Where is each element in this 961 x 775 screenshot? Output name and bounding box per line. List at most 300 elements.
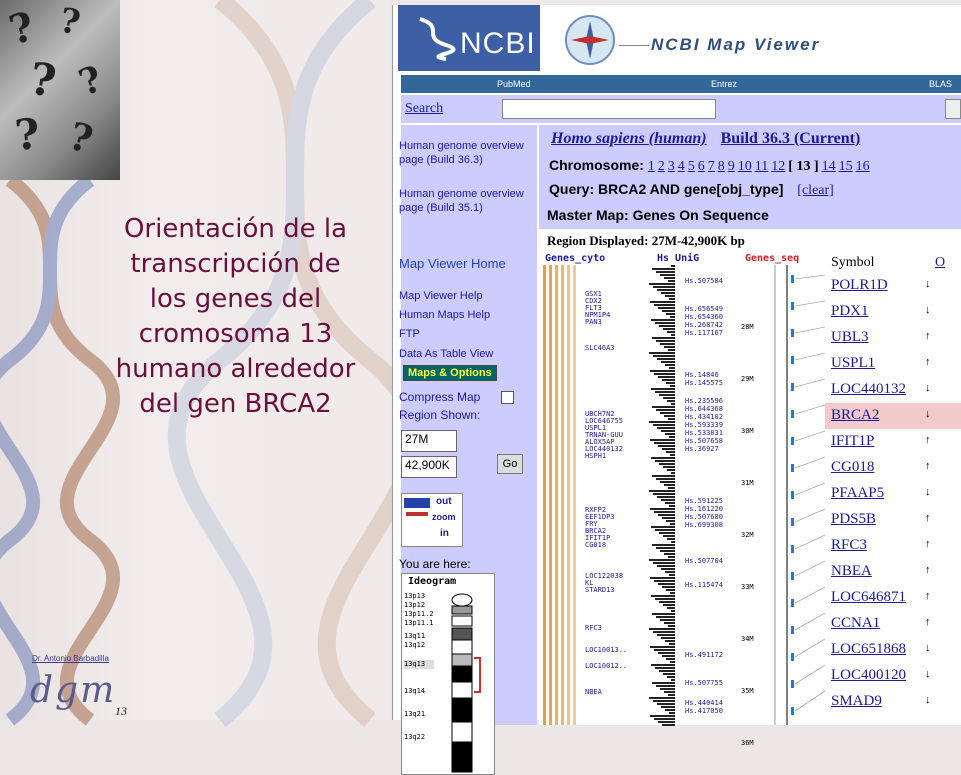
sidebar-link-human-maps-help[interactable]: Human Maps Help [399, 309, 491, 321]
unigene-label[interactable]: Hs.507680 [685, 513, 723, 521]
unigene-histogram-bar [655, 322, 675, 324]
unigene-histogram-bar [658, 376, 675, 378]
leader-line [795, 665, 825, 684]
unigene-histogram-bar [660, 619, 675, 621]
band-label: 13p11.1 [404, 619, 434, 627]
chromosome-links [648, 157, 873, 173]
col-hs-unigene[interactable]: Hs UniG [657, 253, 700, 264]
unigene-histogram-bar [652, 268, 675, 270]
unigene-histogram-bar [650, 715, 675, 717]
unigene-histogram-bar [660, 688, 675, 690]
ruler-tick-label: 35M [741, 687, 754, 695]
symbol-row [825, 351, 961, 377]
ncbi-logo-text: NCBI [460, 27, 536, 60]
cyto-band-bar [561, 265, 564, 725]
orientation-arrow-icon: ↓ [925, 642, 931, 654]
unigene-histogram-bar [656, 478, 675, 480]
gene-symbol-link[interactable]: PDX1 [831, 303, 869, 319]
unigene-label[interactable]: Hs.644368 [685, 405, 723, 413]
unigene-label[interactable]: Hs.117167 [685, 329, 723, 337]
symbol-row [825, 403, 961, 429]
leader-line [795, 561, 825, 576]
chromosome-link[interactable]: 14 [821, 159, 836, 174]
chromosome-link[interactable]: 16 [855, 159, 870, 174]
chromosome-link[interactable]: 2 [657, 159, 665, 174]
leader-line [795, 275, 825, 279]
unigene-histogram-bar [658, 514, 675, 516]
gene-symbol-link[interactable]: PDS5B [831, 511, 877, 527]
zoom-bar-icon [404, 498, 430, 508]
unigene-histogram-bar [652, 544, 675, 546]
gene-symbol-link[interactable]: CCNA1 [831, 615, 881, 631]
leader-line [795, 613, 825, 630]
unigene-histogram-bar [656, 547, 675, 549]
leader-line [795, 431, 825, 441]
chromosome-link[interactable]: 6 [697, 159, 705, 174]
zoom-widget[interactable] [401, 493, 463, 547]
cyto-band-bar [567, 265, 570, 725]
chromosome-link[interactable]: 4 [677, 159, 685, 174]
col-genes-seq[interactable]: Genes_seq [745, 253, 800, 264]
gene-symbol-link[interactable]: PFAAP5 [831, 485, 885, 501]
orientation-arrow-icon: ↓ [925, 486, 931, 498]
unigene-histogram-bar [659, 394, 675, 396]
orientation-arrow-icon: ↓ [925, 408, 931, 420]
zoom-in-link[interactable]: in [440, 528, 449, 539]
gene-symbol-link[interactable]: BRCA2 [831, 407, 880, 423]
seq-gene-mark [791, 329, 794, 337]
unigene-histogram-bar [665, 433, 675, 435]
unigene-histogram-bar [650, 301, 675, 303]
unigene-histogram-bar [663, 466, 675, 468]
cyto-gene-label[interactable]: NPM1P4 [585, 311, 611, 319]
unigene-histogram-bar [669, 712, 675, 714]
cyto-gene-label[interactable]: SLC46A3 [585, 344, 615, 352]
search-link[interactable]: Search [405, 101, 444, 116]
gene-symbol-link[interactable]: CG018 [831, 459, 875, 475]
slide-title [88, 212, 383, 422]
seq-gene-mark [791, 707, 794, 715]
title-line: Orientación de la [123, 214, 348, 244]
unigene-histogram-bar [663, 673, 675, 675]
unigene-histogram-bar [667, 400, 675, 402]
unigene-histogram-bar [666, 520, 675, 522]
gene-symbol-link[interactable]: SMAD9 [831, 693, 882, 709]
symbol-row [825, 611, 961, 637]
unigene-histogram-bar [658, 583, 675, 585]
unigene-histogram-bar [650, 646, 675, 648]
chromosome-ideogram [448, 592, 488, 772]
unigene-histogram-bar [665, 295, 675, 297]
unigene-histogram-bar [653, 355, 675, 357]
unigene-histogram-bar [669, 643, 675, 645]
search-button[interactable] [945, 99, 961, 119]
orientation-arrow-icon: ↓ [925, 278, 931, 290]
main-header [539, 125, 961, 203]
unigene-histogram-bar [657, 634, 675, 636]
unigene-histogram-bar [649, 283, 675, 285]
unigene-histogram-bar [669, 367, 675, 369]
cyto-gene-label[interactable]: GSX1 [585, 290, 602, 298]
leader-line [795, 587, 825, 603]
unigene-histogram-bar [652, 475, 675, 477]
cyto-gene-label[interactable]: STARD13 [585, 586, 615, 594]
slide-number: 13 [115, 704, 127, 718]
title-line: humano alrededor [115, 354, 356, 384]
unigene-label[interactable]: Hs.654360 [685, 313, 723, 321]
orientation-arrow-icon: ↑ [925, 616, 931, 628]
unigene-histogram-bar [655, 598, 675, 600]
region-shown-label: Region Shown: [399, 408, 481, 422]
unigene-histogram-bar [671, 472, 675, 474]
unigene-histogram-bar [661, 568, 675, 570]
unigene-label[interactable]: Hs.161220 [685, 505, 723, 513]
unigene-histogram-bar [652, 682, 675, 684]
unigene-histogram-bar [653, 562, 675, 564]
orientation-arrow-icon: ↑ [925, 564, 931, 576]
gene-symbol-link[interactable]: UBL3 [831, 329, 869, 345]
unigene-histogram-bar [654, 373, 675, 375]
query-text: Query: BRCA2 AND gene[obj_type] [549, 181, 784, 197]
band-label: 13q11 [404, 632, 426, 640]
unigene-histogram-bar [665, 709, 675, 711]
unigene-histogram-bar [661, 292, 675, 294]
seq-gene-mark [791, 653, 794, 661]
gene-symbol-link[interactable]: LOC646871 [831, 589, 906, 605]
region-from-input[interactable]: 27M [401, 430, 457, 452]
maps-options-button[interactable]: Maps & Options [403, 365, 497, 381]
orientation-arrow-icon: ↓ [925, 694, 931, 706]
symbol-header: Symbol [831, 255, 875, 270]
unigene-histogram-bar [668, 556, 675, 558]
orientation-arrow-icon: ↓ [925, 668, 931, 680]
unigene-label[interactable]: Hs.491172 [685, 651, 723, 659]
cyto-gene-label[interactable]: HSPH1 [585, 452, 607, 460]
go-button[interactable]: Go [497, 454, 523, 474]
leader-line [795, 483, 825, 495]
symbol-row [825, 455, 961, 481]
unigene-histogram-bar [665, 571, 675, 573]
chromosome-link[interactable]: 1 [647, 159, 655, 174]
chromosome-link[interactable]: 8 [717, 159, 725, 174]
unigene-histogram-bar [671, 541, 675, 543]
ruler-tick-label: 32M [741, 531, 754, 539]
unigene-label[interactable]: Hs.593339 [685, 421, 723, 429]
leader-line [795, 691, 825, 711]
chromosome-link[interactable]: 3 [667, 159, 675, 174]
unigene-histogram-bar [650, 370, 675, 372]
unigene-label[interactable]: Hs.417050 [685, 707, 723, 715]
unigene-histogram-bar [664, 346, 675, 348]
chromosome-link[interactable]: 11 [754, 159, 769, 174]
band-label: 13q14 [404, 687, 426, 695]
sidebar-link-build-36[interactable]: Human genome overview page (Build 36.3) [399, 140, 524, 166]
cyto-gene-label[interactable]: NBEA [585, 688, 602, 696]
ncbi-navbar [401, 75, 961, 93]
unigene-histogram-bar [667, 607, 675, 609]
gene-symbol-link[interactable]: RFC3 [831, 537, 867, 553]
band-label-current: 13q13 [404, 660, 434, 669]
unigene-label[interactable]: Hs.14846 [685, 371, 719, 379]
cyto-band-bar [555, 265, 558, 725]
unigene-histogram-bar [654, 649, 675, 651]
chromosome-link[interactable]: 12 [771, 159, 786, 174]
unigene-histogram-bar [660, 412, 675, 414]
unigene-histogram-bar [658, 721, 675, 723]
unigene-label[interactable]: Hs.507584 [685, 277, 723, 285]
cyto-gene-label[interactable]: USPL1 [585, 424, 607, 432]
unigene-label[interactable]: Hs.235596 [685, 397, 723, 405]
ruler-tick-label: 36M [741, 739, 754, 747]
unigene-histogram-bar [670, 661, 675, 663]
unigene-histogram-bar [653, 424, 675, 426]
symbol-row [825, 663, 961, 689]
gene-symbol-link[interactable]: LOC651868 [831, 641, 906, 657]
unigene-histogram-bar [660, 550, 675, 552]
unigene-histogram-bar [669, 574, 675, 576]
unigene-histogram-bar [662, 517, 675, 519]
you-are-here-label: You are here: [399, 557, 471, 571]
cyto-gene-label[interactable]: LOC10013.. [585, 646, 628, 654]
build-link[interactable]: Build 36.3 (Current) [720, 130, 861, 147]
unigene-histogram-bar [655, 529, 675, 531]
unigene-histogram-bar [661, 706, 675, 708]
unigene-histogram-bar [670, 385, 675, 387]
unigene-histogram-bar [654, 511, 675, 513]
cyto-gene-label[interactable]: FLT3 [585, 304, 602, 312]
cyto-gene-label[interactable]: LOC10012.. [585, 662, 628, 670]
cyto-gene-label[interactable]: RXFP2 [585, 506, 607, 514]
unigene-label[interactable]: Hs.656549 [685, 305, 723, 313]
search-input[interactable] [502, 99, 716, 119]
unigene-histogram-bar [664, 622, 675, 624]
unigene-histogram-bar [651, 664, 675, 666]
gene-symbol-link[interactable]: IFIT1P [831, 433, 875, 449]
cyto-gene-label[interactable]: BRCA2 [585, 527, 607, 535]
unigene-histogram-bar [657, 427, 675, 429]
chromosome-link[interactable]: 7 [707, 159, 715, 174]
orientation-arrow-icon: ↑ [925, 330, 931, 342]
cyto-gene-label[interactable]: KL [585, 579, 594, 587]
unigene-histogram-bar [662, 655, 675, 657]
chromosome-link[interactable]: 10 [737, 159, 752, 174]
gene-symbol-link[interactable]: LOC440132 [831, 381, 906, 397]
orientation-header[interactable]: O [935, 255, 946, 270]
seq-gene-mark [791, 464, 794, 472]
cyto-gene-label[interactable]: CDX2 [585, 297, 602, 305]
query-line [549, 181, 834, 199]
gene-symbol-link[interactable]: USPL1 [831, 355, 876, 371]
unigene-label[interactable]: Hs.36927 [685, 445, 719, 453]
ideogram-bands [404, 592, 434, 742]
unigene-histogram-bar [669, 436, 675, 438]
cyto-gene-label[interactable]: PAN3 [585, 318, 602, 326]
unigene-histogram-bar [671, 265, 675, 267]
orientation-arrow-icon: ↓ [925, 382, 931, 394]
cyto-gene-label[interactable]: ALOX5AP [585, 438, 615, 446]
band-label: 13p12 [404, 601, 426, 609]
unigene-histogram-bar [667, 331, 675, 333]
sidebar-link-data-table[interactable]: Data As Table View [399, 348, 494, 360]
col-genes-cyto[interactable]: Genes_cyto [545, 253, 606, 264]
unigene-label[interactable]: Hs.699308 [685, 521, 723, 529]
unigene-histogram-bar [661, 361, 675, 363]
zoom-marker-icon [406, 512, 428, 516]
chromosome-link[interactable]: 5 [687, 159, 695, 174]
unigene-histogram-bar [657, 565, 675, 567]
unigene-histogram-bar [663, 397, 675, 399]
region-to-input[interactable]: 42,900K [401, 456, 457, 478]
unigene-histogram-bar [662, 448, 675, 450]
unigene-histogram-bar [666, 382, 675, 384]
seq-gene-mark [791, 437, 794, 445]
unigene-histogram-bar [658, 307, 675, 309]
unigene-histogram-bar [649, 490, 675, 492]
seq-gene-mark [791, 302, 794, 310]
unigene-histogram-bar [661, 637, 675, 639]
unigene-histogram-bar [667, 676, 675, 678]
seq-gene-mark [791, 680, 794, 688]
dna-logo-icon [416, 17, 450, 59]
unigene-label[interactable]: Hs.507658 [685, 437, 723, 445]
cyto-gene-label[interactable]: IFIT1P [585, 534, 611, 542]
unigene-label[interactable]: Hs.115474 [685, 581, 723, 589]
chromosome-link[interactable]: 15 [838, 159, 853, 174]
cyto-gene-label[interactable]: LOC440132 [585, 445, 623, 453]
leader-line [795, 509, 825, 522]
orientation-arrow-icon: ↑ [925, 434, 931, 446]
cyto-gene-label[interactable]: LOC646755 [585, 417, 623, 425]
gene-symbol-link[interactable]: POLR1D [831, 277, 888, 293]
unigene-histogram-bar [665, 502, 675, 504]
compass-icon [565, 15, 615, 65]
sidebar-link-map-viewer-home[interactable]: Map Viewer Home [399, 256, 506, 271]
unigene-histogram-bar [663, 328, 675, 330]
sidebar-link-map-viewer-help[interactable]: Map Viewer Help [399, 290, 483, 302]
main-panel [539, 125, 961, 747]
unigene-label[interactable]: Hs.507704 [685, 557, 723, 565]
ruler-tick-label: 34M [741, 635, 754, 643]
question-marks-photo: ? ? ? ? ? ? [0, 0, 120, 180]
unigene-histogram-bar [658, 652, 675, 654]
unigene-histogram-bar [671, 610, 675, 612]
clear-link[interactable]: [clear] [797, 183, 834, 198]
chromosome-label: Chromosome: [549, 157, 644, 173]
cyto-gene-label[interactable]: UBCH7N2 [585, 410, 615, 418]
seq-gene-mark [791, 383, 794, 391]
unigene-histogram-bar [660, 274, 675, 276]
cyto-gene-label[interactable]: FRY [585, 520, 598, 528]
unigene-label[interactable]: Hs.507755 [685, 679, 723, 687]
nav-pubmed[interactable]: PubMed [497, 79, 531, 89]
unigene-label[interactable]: Hs.268742 [685, 321, 723, 329]
orientation-arrow-icon: ↑ [925, 590, 931, 602]
sidebar-link-ftp[interactable]: FTP [399, 328, 420, 340]
compress-map-checkbox[interactable] [501, 391, 514, 404]
nav-entrez[interactable]: Entrez [711, 79, 738, 89]
unigene-histogram-bar [671, 403, 675, 405]
symbol-row [825, 273, 961, 299]
nav-blast[interactable]: BLAS [929, 79, 953, 89]
unigene-histogram-bar [668, 280, 675, 282]
unigene-label[interactable]: Hs.434102 [685, 413, 723, 421]
unigene-label[interactable]: Hs.591225 [685, 497, 723, 505]
orientation-arrow-icon: ↑ [925, 356, 931, 368]
unigene-histogram-bar [649, 559, 675, 561]
chromosome-selector [549, 157, 873, 175]
unigene-histogram-bar [665, 364, 675, 366]
leader-line [795, 353, 825, 360]
unigene-histogram-bar [664, 553, 675, 555]
unigene-histogram-bar [657, 289, 675, 291]
symbol-row [825, 689, 961, 715]
unigene-histogram-bar [659, 532, 675, 534]
zoom-label: zoom [432, 512, 456, 522]
unigene-label[interactable]: Hs.145575 [685, 379, 723, 387]
unigene-label[interactable]: Hs.440414 [685, 699, 723, 707]
unigene-histogram-bar [653, 493, 675, 495]
gene-symbol-link[interactable]: NBEA [831, 563, 872, 579]
unigene-histogram-bar [670, 316, 675, 318]
search-row [401, 95, 961, 123]
band-label: 13p11.2 [404, 610, 434, 618]
seq-gene-mark [791, 545, 794, 553]
unigene-histogram-bar [653, 286, 675, 288]
unigene-histogram-bar [651, 595, 675, 597]
ncbi-logo[interactable] [398, 5, 540, 71]
ncbi-map-viewer-screenshot [392, 5, 961, 747]
cyto-gene-label[interactable]: CG018 [585, 541, 607, 549]
unigene-histogram-bar [649, 628, 675, 630]
map-viewer-title: NCBI Map Viewer [651, 35, 821, 54]
author-link[interactable]: Dr. Antonio Barbadilla [32, 654, 109, 663]
seq-gene-mark [791, 356, 794, 364]
seq-gene-mark [791, 599, 794, 607]
unigene-histogram-bar [654, 718, 675, 720]
unigene-histogram-bar [664, 691, 675, 693]
leader-line [795, 535, 825, 549]
cyto-gene-label[interactable]: EEF1DP3 [585, 513, 615, 521]
unigene-histogram-bar [668, 349, 675, 351]
unigene-label[interactable]: Hs.533831 [685, 429, 723, 437]
symbol-row [825, 429, 961, 455]
chromosome-link[interactable]: 9 [727, 159, 735, 174]
unigene-histogram-bar [649, 421, 675, 423]
organism-link[interactable]: Homo sapiens (human) [551, 130, 707, 147]
compress-map-label: Compress Map [399, 390, 481, 404]
zoom-out-link[interactable]: out [436, 496, 452, 507]
cyto-gene-label[interactable]: RFC3 [585, 624, 602, 632]
unigene-histogram-bar [655, 460, 675, 462]
title-line: cromosoma 13 [138, 319, 333, 349]
unigene-histogram-bar [666, 589, 675, 591]
cyto-gene-label[interactable]: TRNAN-GUU [585, 431, 623, 439]
title-line: transcripción de [130, 249, 341, 279]
symbol-row [825, 325, 961, 351]
gene-symbol-link[interactable]: LOC400120 [831, 667, 906, 683]
sidebar-link-build-35[interactable]: Human genome overview page (Build 35.1) [399, 188, 524, 214]
unigene-histogram-bar [656, 616, 675, 618]
unigene-histogram-bar [649, 352, 675, 354]
band-label: 13q22 [404, 733, 426, 741]
unigene-histogram-bar [653, 700, 675, 702]
leader-line [795, 301, 825, 306]
unigene-histogram-bar [654, 304, 675, 306]
sidebar [399, 125, 537, 741]
cyto-gene-label[interactable]: LOC122038 [585, 572, 623, 580]
unigene-histogram-bar [662, 586, 675, 588]
unigene-histogram-bar [652, 406, 675, 408]
